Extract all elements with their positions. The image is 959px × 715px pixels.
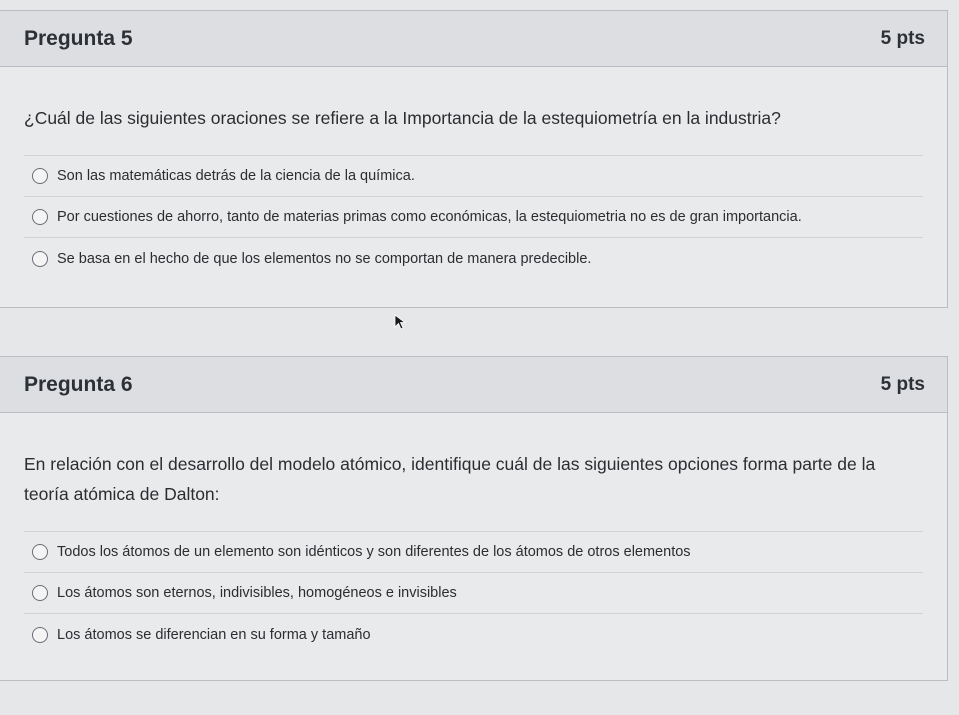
answer-list: [24, 531, 923, 655]
question-card-5: [0, 10, 948, 308]
answer-label[interactable]: Se basa en el hecho de que los elementos no se comportan de manera predecible.: [57, 250, 592, 267]
question-card-6: [0, 356, 948, 681]
answer-option[interactable]: [24, 614, 923, 655]
radio-unselected-icon[interactable]: [32, 627, 48, 643]
question-body: [0, 67, 947, 279]
answer-label[interactable]: Los átomos se diferencian en su forma y tamaño: [57, 626, 371, 643]
radio-unselected-icon[interactable]: [32, 168, 48, 184]
question-title: Pregunta 6: [24, 372, 133, 396]
question-header: [0, 11, 947, 67]
radio-unselected-icon[interactable]: [32, 544, 48, 560]
answer-label[interactable]: Todos los átomos de un elemento son idénticos y son diferentes de los átomos de otros elementos: [57, 544, 691, 560]
radio-unselected-icon[interactable]: [32, 585, 48, 601]
question-body: [0, 413, 947, 655]
answer-option[interactable]: [24, 238, 923, 279]
answer-option[interactable]: [24, 156, 923, 197]
radio-unselected-icon[interactable]: [32, 251, 48, 267]
question-text: ¿Cuál de las siguientes oraciones se refiere a la Importancia de la estequiometría en la industria?: [24, 108, 781, 128]
radio-unselected-icon[interactable]: [32, 209, 48, 225]
mouse-pointer-icon: [394, 314, 408, 330]
answer-option[interactable]: [24, 197, 923, 238]
answer-label[interactable]: Son las matemáticas detrás de la ciencia de la química.: [57, 168, 415, 184]
answer-option[interactable]: [24, 532, 923, 573]
question-header: [0, 357, 947, 413]
answer-list: [24, 155, 923, 279]
answer-label[interactable]: Los átomos son eternos, indivisibles, homogéneos e invisibles: [57, 585, 457, 601]
question-points: 5 pts: [880, 27, 925, 49]
question-title: Pregunta 5: [24, 26, 133, 50]
answer-label[interactable]: Por cuestiones de ahorro, tanto de materias primas como económicas, la estequiometria no es de gran importancia.: [57, 209, 802, 225]
answer-option[interactable]: [24, 573, 923, 614]
question-text: En relación con el desarrollo del modelo atómico, identifique cuál de las siguientes opciones forma parte de la teoría atómica de Dalton:: [24, 454, 876, 504]
question-points: 5 pts: [880, 373, 925, 395]
